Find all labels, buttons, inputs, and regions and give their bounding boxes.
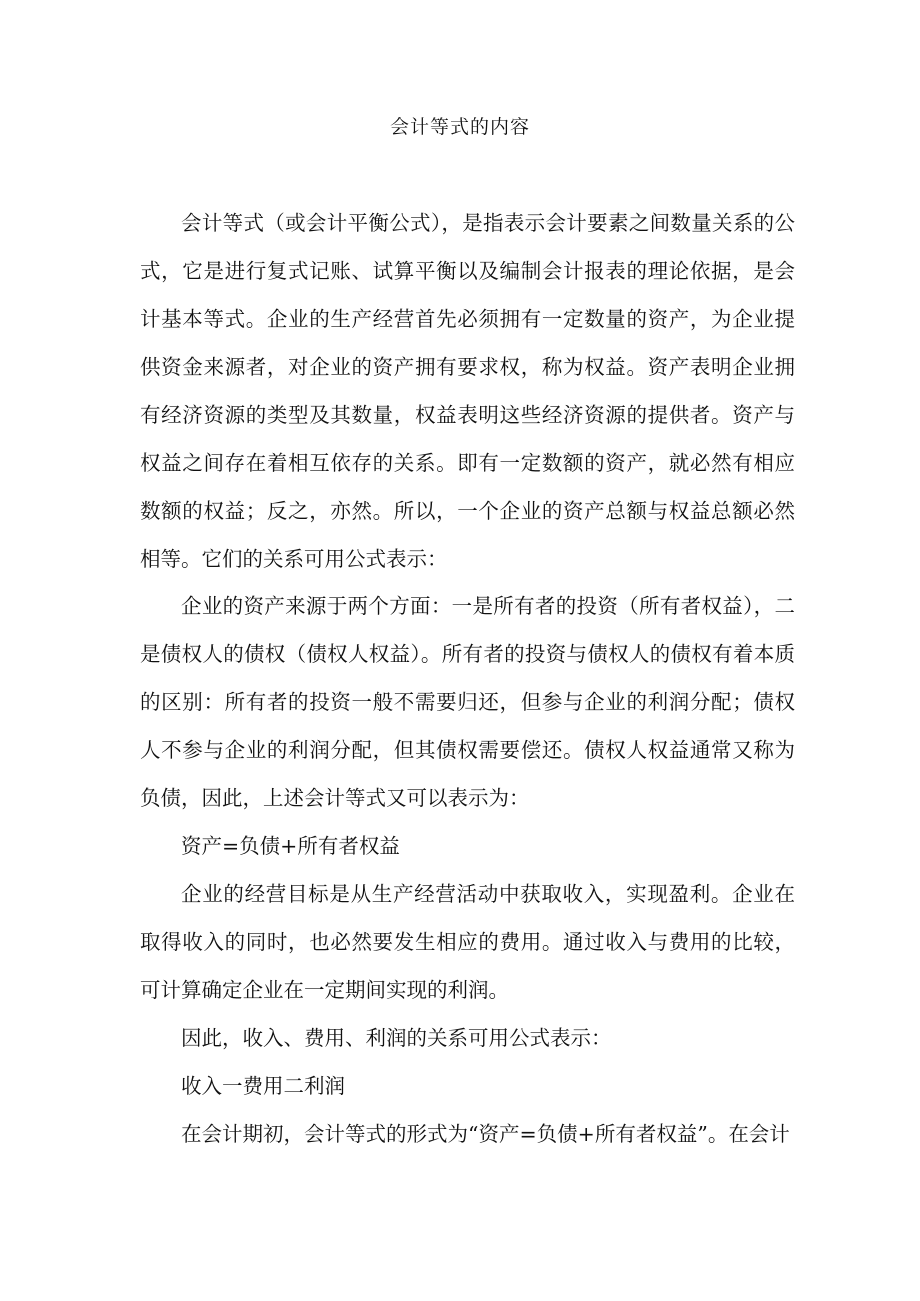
paragraph-period-beginning: 在会计期初，会计等式的形式为“资产=负债+所有者权益”。在会计 xyxy=(181,1122,790,1146)
paragraph-operating-goals: 企业的经营目标是从生产经营活动中获取收入，实现盈利。企业在取得收入的同时，也必然要发生相应的费用。通过收入与费用的比较，可计算确定企业在一定期间实现的利润。 xyxy=(140,882,795,1002)
paragraph-sources-of-assets: 企业的资产来源于两个方面：一是所有者的投资（所有者权益），二是债权人的债权（债权人权益）。所有者的投资与债权人的债权有着本质的区别：所有者的投资一般不需要归还，但参与企业的利润分配；债权人不参与企业的利润分配，但其债权需要偿还。债权人权益通常又称为负债，因此，上述会计等式又可以表示为： xyxy=(140,594,795,810)
formula-revenue-expense-profit: 收入一费用二利润 xyxy=(181,1074,345,1098)
formula-assets-liabilities-equity: 资产=负债+所有者权益 xyxy=(181,834,400,858)
document-title: 会计等式的内容 xyxy=(389,116,530,138)
paragraph-revenue-expense-intro: 因此，收入、费用、利润的关系可用公式表示： xyxy=(181,1026,612,1050)
paragraph-accounting-equation-definition: 会计等式（或会计平衡公式），是指表示会计要素之间数量关系的公式，它是进行复式记账、试算平衡以及编制会计报表的理论依据，是会计基本等式。企业的生产经营首先必须拥有一定数量的资产，为企业提供资金来源者，对企业的资产拥有要求权，称为权益。资产表明企业拥有经济资源的类型及其数量，权益表明这些经济资源的提供者。资产与权益之间存在着相互依存的关系。即有一定数额的资产，就必然有相应数额的权益；反之，亦然。所以，一个企业的资产总额与权益总额必然相等。它们的关系可用公式表示： xyxy=(140,211,795,571)
